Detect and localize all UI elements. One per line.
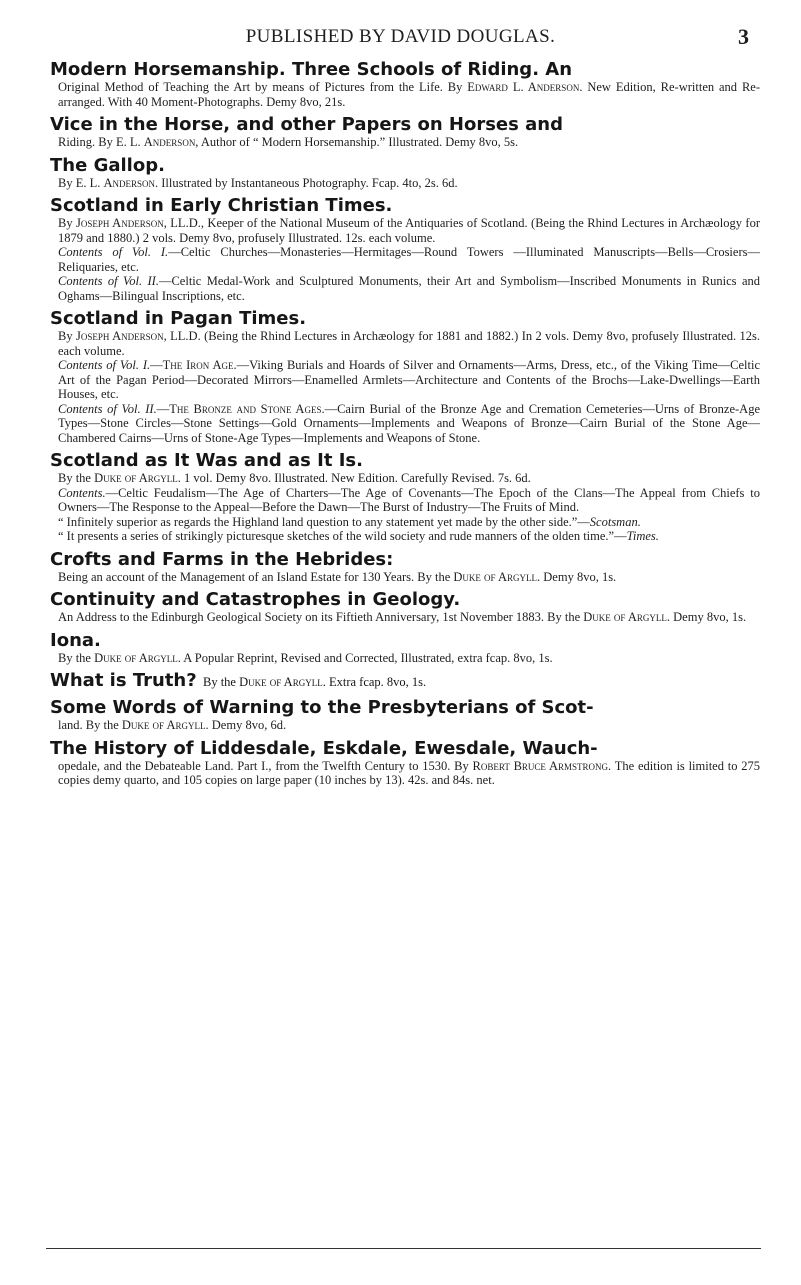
catalogue-entry — [50, 671, 760, 692]
entry-description: By E. L. Anderson. Illustrated by Instantaneous Photography. Fcap. 4to, 2s. 6d. — [58, 175, 458, 190]
author-name: Anderson. — [103, 175, 159, 190]
contents-volume-1: Contents of Vol. I.—The Iron Age.—Viking Burials and Hoards of Silver and Ornaments—Arms, Dress, etc., of the Viking Time—Celtic Art of the Pagan Period—Decorated Mirrors—Enamelled Armlets—Architecture and Contents of the Brochs—Lake-Dwellings—Earth Houses, etc. — [58, 358, 760, 401]
entry-description: Being an account of the Management of an Island Estate for 130 Years. By the Duke of Argyll. Demy 8vo, 1s. — [58, 569, 617, 584]
catalogue-entry — [50, 590, 760, 625]
author-name: Anderson, — [143, 135, 199, 149]
contents-volume-2: Contents of Vol. II.—Celtic Medal-Work and Sculptured Monuments, their Art and Symbolism—Inscribed Monuments in Runics and Oghams—Bilingual Inscriptions, etc. — [58, 274, 761, 303]
author-name: Robert Bruce Armstrong. — [472, 758, 612, 773]
entry-title: Some Words of Warning to the Presbyterians of Scot- — [50, 697, 594, 718]
author-name: Duke of Argyll. — [94, 471, 181, 485]
entry-description: By the Duke of Argyll. 1 vol. Demy 8vo. Illustrated. New Edition. Carefully Revised. 7s. 6d. — [58, 471, 531, 485]
author-name: Duke of Argyll. — [453, 569, 541, 584]
catalogue-entry — [50, 196, 760, 303]
entry-description: By Joseph Anderson, LL.D. (Being the Rhind Lectures in Archæology for 1881 and 1882.) In 2 vols. Demy 8vo, profusely Illustrated. 12s. each volume. — [58, 329, 761, 358]
contents-volume-1: Contents of Vol. I.—Celtic Churches—Monasteries—Hermitages—Round Towers —Illuminated Manuscripts—Bells—Crosiers—Reliquaries, etc. — [58, 245, 760, 274]
author-name: Edward L. Anderson. — [467, 80, 583, 94]
entry-title: Continuity and Catastrophes in Geology. — [50, 589, 461, 610]
author-name: Joseph Anderson, — [76, 216, 167, 230]
entry-description: Riding. By E. L. Anderson, Author of “ Modern Horsemanship.” Illustrated. Demy 8vo, 5s. — [58, 135, 519, 149]
catalogue-entry — [50, 550, 760, 585]
entry-description: By Joseph Anderson, LL.D., Keeper of the National Museum of the Antiquaries of Scotland. (Being the Rhind Lectures in Archæology for 1879 and 1880.) 2 vols. Demy 8vo, profusely Illustrated. 12s. each volume. — [58, 216, 761, 245]
entry-title: Scotland in Early Christian Times. — [50, 195, 393, 216]
press-quote: “ It presents a series of strikingly picturesque sketches of the wild society and rude manners of the olden time.”—Times. — [58, 529, 659, 543]
catalogue-entry — [50, 739, 760, 788]
page-number: 3 — [738, 24, 749, 49]
entry-description: opedale, and the Debateable Land. Part I., from the Twelfth Century to 1530. By Robert Bruce Armstrong. The edition is limited to 275 copies demy quarto, and 105 copies on large paper (10 inches by 13). 42s. and 84s. net. — [58, 758, 761, 787]
entry-title: Vice in the Horse, and other Papers on Horses and — [50, 114, 563, 135]
author-name: Duke of Argyll. — [121, 718, 209, 732]
entry-title: Scotland as It Was and as It Is. — [50, 450, 363, 471]
catalogue-entry — [50, 309, 760, 445]
catalogue-entry — [50, 698, 760, 733]
author-name: Joseph Anderson, — [76, 329, 167, 343]
entry-title: What is Truth? — [50, 670, 197, 691]
running-head: PUBLISHED BY DAVID DOUGLAS. — [245, 26, 556, 47]
entry-description: Original Method of Teaching the Art by means of Pictures from the Life. By Edward L. Anderson. New Edition, Re-written and Re-arranged. With 40 Moment-Photographs. Demy 8vo, 21s. — [58, 80, 760, 109]
entry-description: An Address to the Edinburgh Geological Society on its Fiftieth Anniversary, 1st November 1883. By the Duke of Argyll. Demy 8vo, 1s. — [58, 610, 747, 624]
page-header — [0, 26, 801, 52]
contents: Contents.—Celtic Feudalism—The Age of Charters—The Age of Covenants—The Epoch of the Clans—The Appeal from Chiefs to Owners—The Response to the Appeal—Before the Dawn—The Burst of Industry—The Fruits of Mind. — [58, 485, 760, 514]
entry-description: By the Duke of Argyll. A Popular Reprint, Revised and Corrected, Illustrated, extra fcap. 8vo, 1s. — [58, 650, 553, 665]
catalogue-entry — [50, 451, 760, 544]
contents-volume-2: Contents of Vol. II.—The Bronze and Stone Ages.—Cairn Burial of the Bronze Age and Cremation Cemeteries—Urns of Bronze-Age Types—Stone Circles—Stone Settings—Gold Ornaments—Implements and Weapons of Bronze—Cairn Burial of the Stone Age—Chambered Cairns—Urns of Stone-Age Types—Implements and Weapons of Stone. — [58, 401, 760, 445]
entry-title-line — [50, 671, 760, 692]
catalogue-entry — [50, 156, 760, 191]
bottom-rule — [46, 1248, 761, 1249]
entry-title: The Gallop. — [50, 154, 165, 176]
entry-title: Scotland in Pagan Times. — [50, 308, 307, 329]
catalogue-list — [50, 60, 760, 794]
entry-title: Modern Horsemanship. Three Schools of Riding. An — [50, 59, 573, 80]
entry-title: The History of Liddesdale, Eskdale, Ewesdale, Wauch- — [50, 737, 598, 759]
press-quote: “ Infinitely superior as regards the Highland land question to any statement yet made by the other side.”—Scotsman. — [58, 514, 641, 529]
author-name: Duke of Argyll. — [239, 675, 326, 689]
entry-title: Crofts and Farms in the Hebrides: — [50, 548, 394, 570]
entry-description: land. By the Duke of Argyll. Demy 8vo, 6d. — [58, 718, 287, 732]
catalogue-entry — [50, 60, 760, 109]
entry-title: Iona. — [50, 629, 101, 651]
catalogue-entry — [50, 631, 760, 666]
author-name: Duke of Argyll. — [94, 650, 181, 665]
entry-description: By the Duke of Argyll. Extra fcap. 8vo, 1s. — [202, 675, 427, 689]
catalogue-entry — [50, 115, 760, 150]
author-name: Duke of Argyll. — [583, 610, 671, 624]
